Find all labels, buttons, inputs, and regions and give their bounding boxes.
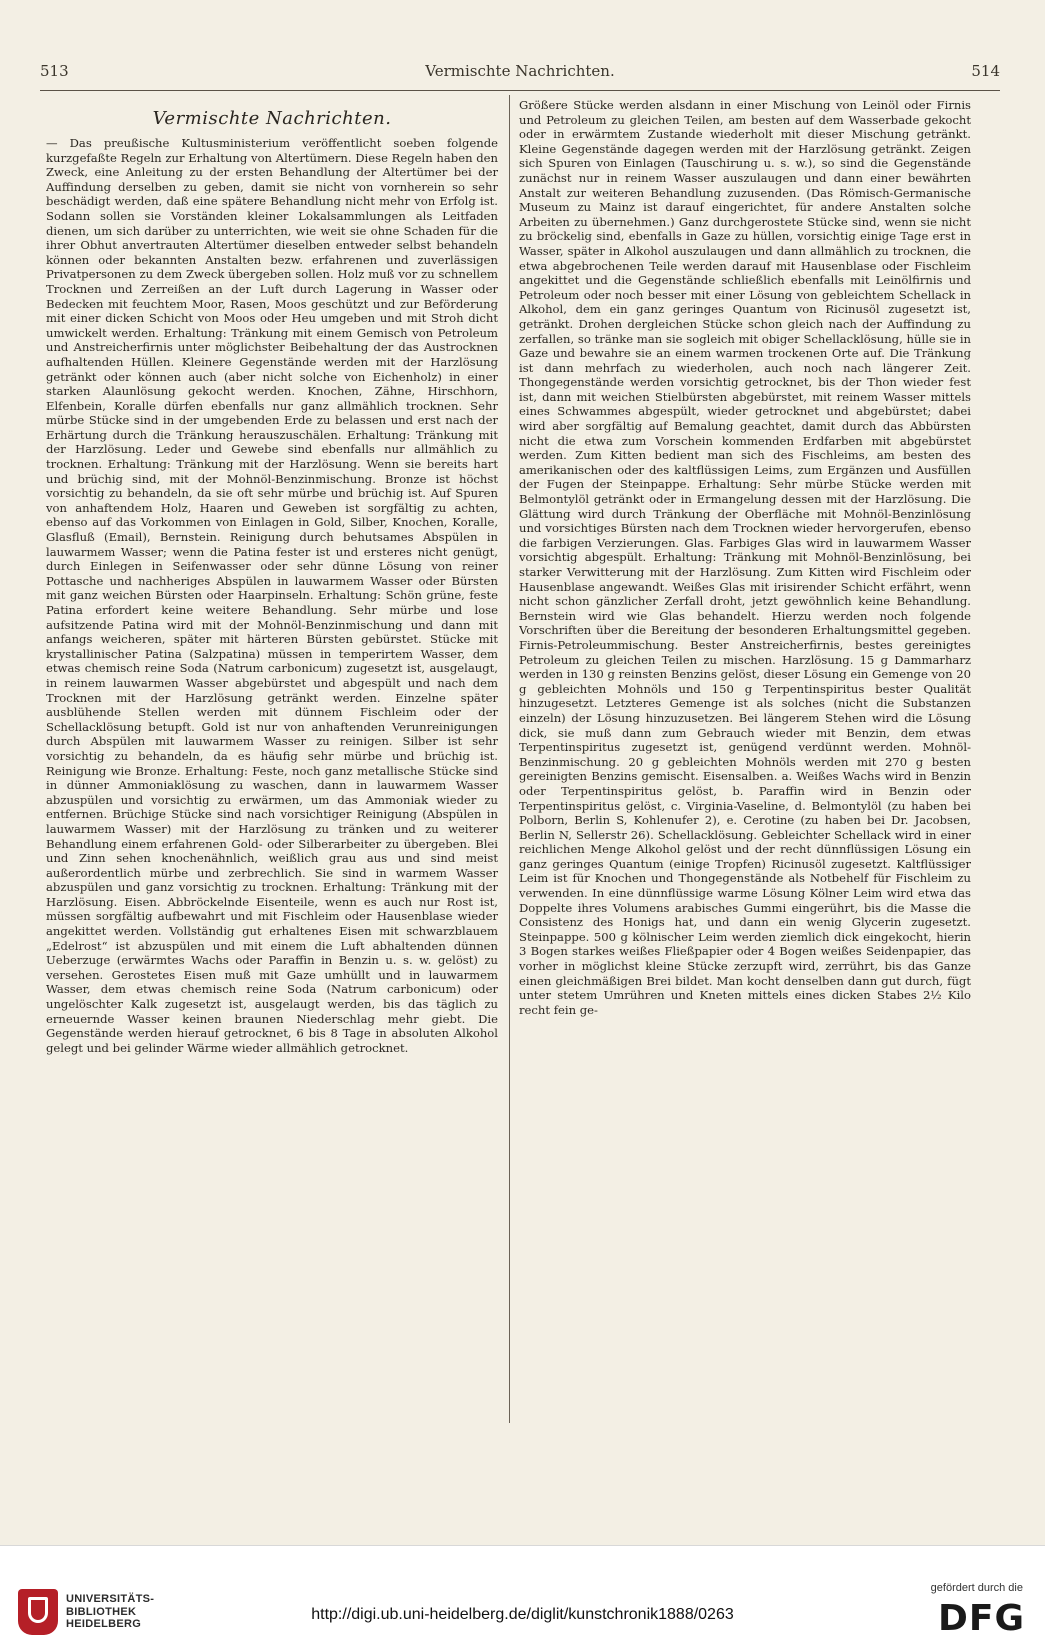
header-rule xyxy=(40,90,1000,91)
logo-line-3: HEIDELBERG xyxy=(66,1618,142,1630)
page-number-right: 514 xyxy=(971,62,1000,80)
page-header xyxy=(40,62,1000,88)
column-divider xyxy=(509,95,510,1423)
dfg-logo: DFG xyxy=(937,1598,1025,1639)
right-column-text: Größere Stücke werden alsdann in einer Mischung von Leinöl oder Firnis und Petroleum zu gleichen Teilen, am besten auf dem Wasserbade gekocht oder in erwärmtem Zustande wiederholt mit dieser Mischung getränkt. Kleine Gegenstände dagegen werden mit der Harzlösung getränkt. Zeigen sich Spuren von Einlagen (Tauschirung u. s. w.), so sind die Gegenstände zunächst nur in reinem Wasser auszulaugen und dann einer bewährten Anstalt zur weiteren Behandlung zuzusenden. (Das Römisch-Germanische Museum zu Mainz ist darauf eingerichtet, für andere Anstalten solche Arbeiten zu übernehmen.) Ganz durchgerostete Stücke sind, wenn sie nicht zu bröckelig sind, ebenfalls in Gaze zu hüllen, vorsichtig einige Tage erst in Wasser, später in Alkohol auszulaugen und dann allmählich zu trocknen, die etwa abgebrochenen Teile werden darauf mit Hausenblase oder Fischleim angekittet und die Gegenstände schließlich ebenfalls mit Leinölfirnis und Petroleum oder noch besser mit einer Lösung von gebleichtem Schellack in Alkohol, dem ein ganz geringes Quantum von Ricinusöl zugesetzt ist, getränkt. Drohen dergleichen Stücke schon gleich nach der Auffindung zu zerfallen, so tränke man sie sogleich mit obiger Schellacklösung, hülle sie in Gaze und bewahre sie an einem warmen trockenen Orte auf. Die Tränkung ist dann mehrfach zu wiederholen, auch noch nach längerer Zeit. Thongegenstände werden vorsichtig getrocknet, bis der Thon wieder fest ist, dann mit weichen Stielbürsten abgebürstet, mit reinem Wasser mittels eines Schwammes abgespült, wieder getrocknet und abgebürstet; dabei wird aber sorgfältig auf Bemalung geachtet, damit durch das Abbürsten nicht die etwa zum Vorschein kommenden Erdfarben mit abgebürstet werden. Zum Kitten bedient man sich des Fischleims, am besten des amerikanischen oder des kaltflüssigen Leims, zum Ergänzen und Ausfüllen der Fugen der Steinpappe. Erhaltung: Sehr mürbe Stücke werden mit Belmontylöl getränkt oder in Ermangelung dessen mit der Harzlösung. Die Glättung wird durch Tränkung der Oberfläche mit Mohnöl-Benzinlösung und vorsichtiges Bürsten nach dem Trocknen wieder hervorgerufen, ebenso die farbigen Verzierungen. Glas. Farbiges Glas wird in lauwarmem Wasser vorsichtig abgespült. Erhaltung: Tränkung mit Mohnöl-Benzinlösung, bei starker Verwitterung mit der Harzlösung. Zum Kitten wird Fischleim oder Hausenblase angewandt. Weißes Glas mit irisirender Schicht erfährt, wenn nicht schon gänzlicher Zerfall droht, jetzt gewöhnlich keine Behandlung. Bernstein wird wie Glas behandelt. Hierzu werden noch folgende Vorschriften über die Bereitung der besonderen Erhaltungsmittel gegeben. Firnis-Petroleummischung. Bester Anstreicherfirnis, bestes gereinigtes Petroleum zu gleichen Teilen zu mischen. Harzlösung. 15 g Dammarharz werden in 130 g reinsten Benzins gelöst, dieser Lösung ein Gemenge von 20 g gebleichten Mohnöls und 150 g Terpentinspiritus bester Qualität hinzugesetzt. Letzteres Gemenge ist als solches (nicht die Substanzen einzeln) der Lösung hinzuzusetzen. Bei längerem Stehen wird die Lösung dick, sie muß dann zum Gebrauch wieder mit Benzin, dem etwas Terpentinspiritus zugesetzt ist, genügend verdünnt werden. Mohnöl-Benzinmischung. 20 g gebleichten Mohnöls werden mit 270 g besten gereinigten Benzins gemischt. Eisensalben. a. Weißes Wachs wird in Benzin oder Terpentinspiritus gelöst, b. Paraffin wird in Benzin oder Terpentinspiritus gelöst, c. Virginia-Vaseline, d. Belmontylöl (zu haben bei Polborn, Berlin S, Kohlenufer 2), e. Cerotine (zu haben bei Dr. Jacobsen, Berlin N, Sellerstr 26). Schellacklösung. Gebleichter Schellack wird in einer reichlichen Menge Alkohol gelöst und der recht dünnflüssigen Lösung ein ganz geringes Quantum (einige Tropfen) Ricinusöl zugesetzt. Kaltflüssiger Leim ist für Knochen und Thongegenstände als Notbehelf für Fischleim zu verwenden. In eine dünnflüssige warme Lösung Kölner Leim wird etwa das Doppelte ihres Volumens arabisches Gummi eingerührt, bis die Masse die Consistenz des Honigs hat, und dann ein wenig Glycerin zugesetzt. Steinpappe. 500 g kölnischer Leim werden ziemlich dick eingekocht, hierin 3 Bogen starkes weißes Fließpapier oder 4 Bogen weißes Seidenpapier, das vorher in möglichst kleine Stücke zerzupft wird, zerrührt, bis das Ganze einen gleichmäßigen Brei bildet. Man kocht denselben dann gut durch, fügt unter stetem Umrühren und Kneten mittels eines dicken Stabes 2½ Kilo recht fein ge- xyxy=(519,98,971,1017)
left-column-text: — Das preußische Kultusministerium veröffentlicht soeben folgende kurzgefaßte Regeln zur Erhaltung von Altertümern. Diese Regeln haben den Zweck, eine Anleitung zu der ersten Behandlung der Altertümer bei der Auffindung derselben zu geben, damit sie nicht von vornherein so sehr beschädigt werden, daß eine spätere Behandlung nicht mehr von Erfolg ist. Sodann sollen sie Vorständen kleiner Lokalsammlungen als Leitfaden dienen, um sich darüber zu unterrichten, wie weit sie ohne Schaden für die ihrer Obhut anvertrauten Altertümer dieselben entweder selbst behandeln können oder bekannten Anstalten bezw. erfahrenen und zuverlässigen Privatpersonen zu dem Zweck übergeben sollen. Holz muß vor zu schnellem Trocknen und Zerreißen an der Luft durch Lagerung in Wasser oder Bedecken mit feuchtem Moor, Rasen, Moos geschützt und zur Beförderung mit einer dicken Schicht von Moos oder Heu umgeben und mit Stroh dicht umwickelt werden. Erhaltung: Tränkung mit einem Gemisch von Petroleum und Anstreicherfirnis unter möglichster Beibehaltung der das Austrocknen aufhaltenden Hüllen. Kleinere Gegenstände werden mit der Harzlösung getränkt oder können auch (aber nicht solche von Eichenholz) in einer starken Alaunlösung gekocht werden. Knochen, Zähne, Hirschhorn, Elfenbein, Koralle dürfen ebenfalls nur ganz allmählich trocknen. Sehr mürbe Stücke sind in der umgebenden Erde zu belassen und erst nach der Erhärtung durch die Tränkung herauszuschälen. Erhaltung: Tränkung mit der Harzlösung. Leder und Gewebe sind ebenfalls nur allmählich zu trocknen. Erhaltung: Tränkung mit der Harzlösung. Wenn sie bereits hart und brüchig sind, mit der Mohnöl-Benzinmischung. Bronze ist höchst vorsichtig zu behandeln, da sie oft sehr mürbe und brüchig ist. Auf Spuren von anhaftendem Holz, Haaren und Geweben ist sorgfältig zu achten, ebenso auf das Vorkommen von Einlagen in Gold, Silber, Knochen, Koralle, Glasfluß (Email), Bernstein. Reinigung durch behutsames Abspülen in lauwarmem Wasser; wenn die Patina fester ist und ersteres nicht genügt, durch Einlegen in Seifenwasser oder sehr dünne Lösung von reiner Pottasche und nachheriges Abspülen in lauwarmem Wasser oder Bürsten mit ganz weichen Bürsten oder Haarpinseln. Erhaltung: Schön grüne, feste Patina erfordert keine weitere Behandlung. Sehr mürbe und lose aufsitzende Patina wird mit der Mohnöl-Benzinmischung und dann mit anfangs weicheren, später mit härteren Bürsten gebürstet. Stücke mit krystallinischer Patina (Salzpatina) müssen in temperirtem Wasser, dem etwas chemisch reine Soda (Natrum carbonicum) zugesetzt ist, ausgelaugt, in reinem lauwarmen Wasser abgebürstet und abgespült und nach dem Trocknen mit der Harzlösung getränkt werden. Einzelne später ausblühende Stellen werden mit dünnem Fischleim oder der Schellacklösung betupft. Gold ist nur von anhaftenden Verunreinigungen durch Abspülen mit lauwarmem Wasser zu reinigen. Silber ist sehr vorsichtig zu behandeln, da es häufig sehr mürbe und brüchig ist. Reinigung wie Bronze. Erhaltung: Feste, noch ganz metallische Stücke sind in dünner Ammoniaklösung zu waschen, dann in lauwarmem Wasser abzuspülen und vorsichtig zu erwärmen, um das Ammoniak wieder zu entfernen. Brüchige Stücke sind nach vorsichtiger Reinigung (Abspülen in lauwarmem Wasser) mit der Harzlösung zu tränken und zu weiterer Behandlung einem erfahrenen Gold- oder Silberarbeiter zu übergeben. Blei und Zinn sehen knochenähnlich, weißlich grau aus und sind meist außerordentlich mürbe und zerbrechlich. Sie sind in warmem Wasser abzuspülen und ganz vorsichtig zu trocknen. Erhaltung: Tränkung mit der Harzlösung. Eisen. Abbröckelnde Eisenteile, wenn es auch nur Rost ist, müssen sorgfältig aufbewahrt und mit Fischleim oder Hausenblase wieder angekittet werden. Vollständig gut erhaltenes Eisen mit schwarzblauem „Edelrost“ ist abzuspülen und mit einem die Luft abhaltenden dünnen Ueberzuge (erwärmtes Wachs oder Paraffin in Benzin u. s. w. gelöst) zu versehen. Gerostetes Eisen muß mit Gaze umhüllt und in lauwarmem Wasser, dem etwas chemisch reine Soda (Natrum carbonicum) oder ungelöschter Kalk zugesetzt ist, ausgelaugt werden, bis das täglich zu erneuernde Wasser keinen braunen Niederschlag mehr giebt. Die Gegenstände werden hierauf getrocknet, 6 bis 8 Tage in absoluten Alkohol gelegt und bei gelinder Wärme wieder allmählich getrocknet. xyxy=(46,136,498,1055)
running-title: Vermischte Nachrichten. xyxy=(425,62,615,80)
logo-line-1: UNIVERSITÄTS- xyxy=(66,1593,155,1605)
digitization-footer xyxy=(0,1545,1045,1652)
section-title: Vermischte Nachrichten. xyxy=(152,108,392,129)
page-number-left: 513 xyxy=(40,62,69,80)
funded-by-label: gefördert durch die xyxy=(930,1582,1023,1594)
logo-line-2: BIBLIOTHEK xyxy=(66,1605,137,1618)
left-column xyxy=(46,98,498,1423)
right-column xyxy=(519,98,971,1423)
source-url[interactable]: http://digi.ub.uni-heidelberg.de/diglit/kunstchronik1888/0263 xyxy=(311,1606,734,1623)
